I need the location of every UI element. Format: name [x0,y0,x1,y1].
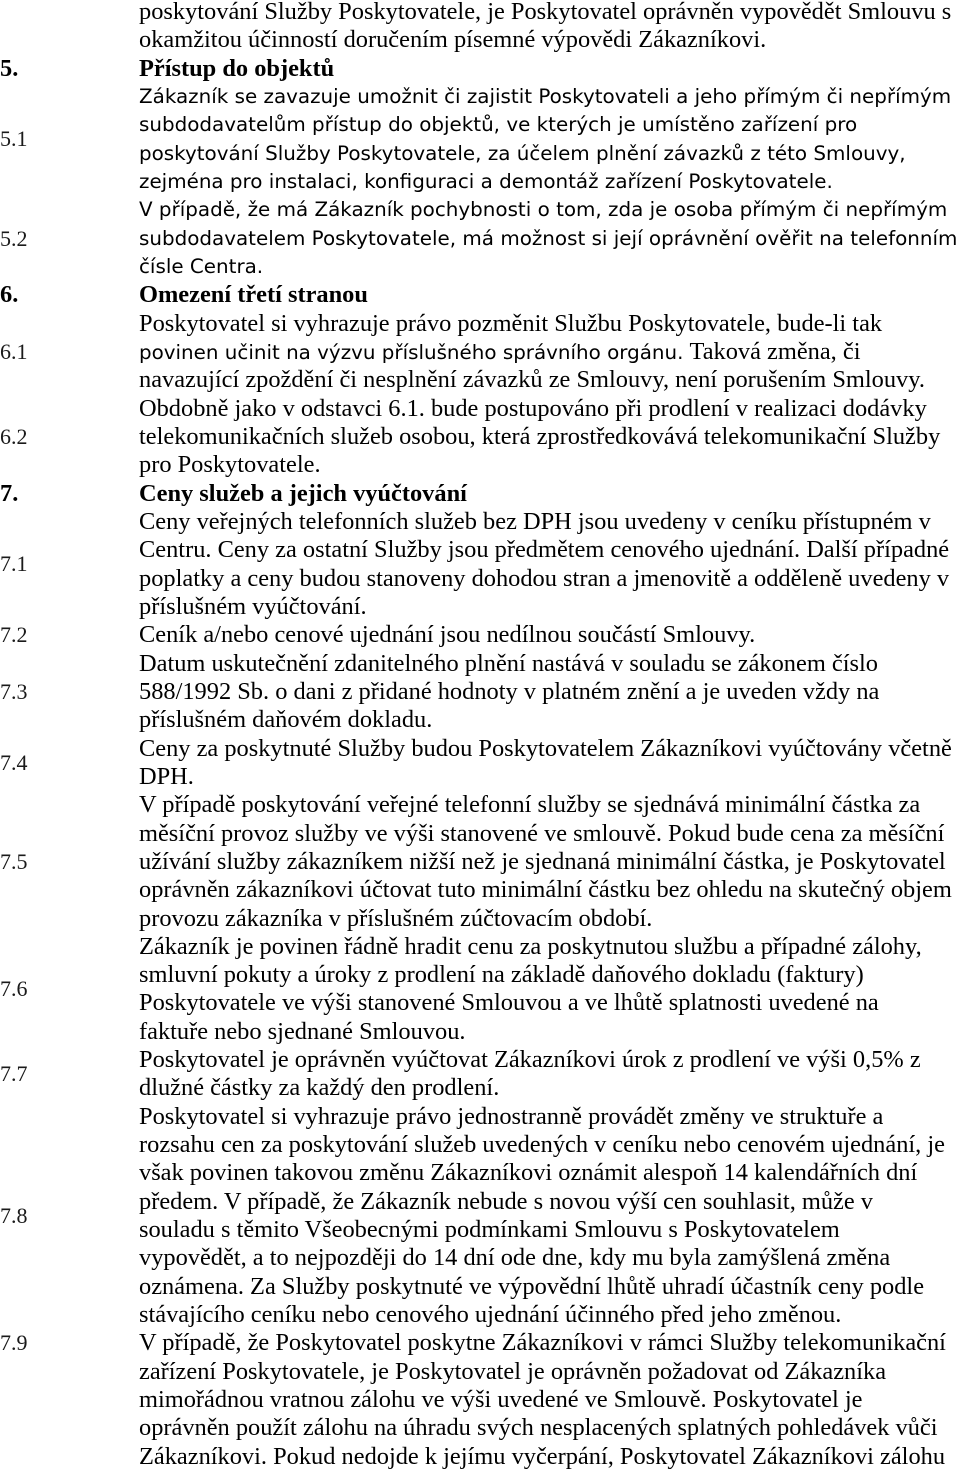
text-line: užívání služby zákazníkem nižší než je sjednaná minimální částka, je Poskytovatel [139,847,946,875]
clause-7-8 [0,1103,960,1330]
text-line: vypovědět, a to nejpozději do 14 dní ode dne, kdy mu byla zamýšlená změna [139,1244,891,1272]
clause-5-1 [0,83,960,196]
section-heading-6 [0,281,960,309]
text-line: smluvní pokuty a úroky z prodlení na základě daňového dokladu (faktury) [139,961,864,989]
clause-number: 5.2 [0,225,28,251]
text-line: subdodavatelům přístup do objektů, ve kterých je umístěno zařízení pro [139,113,858,137]
section-heading-5 [0,55,960,83]
text-line: zejména pro instalaci, konfiguraci a demontáž zařízení Poskytovatele. [139,169,833,193]
clause-7-5 [0,791,960,933]
clause-text [139,735,959,792]
text-line: souladu s těmito Všeobecnými podmínkami Smlouvu s Poskytovatelem [139,1216,840,1244]
text-line: pro Poskytovatele. [139,451,321,479]
text-line: měsíční provoz služby ve výši stanovené ve smlouvě. Pokud bude cena za měsíční [139,819,945,847]
clause-number: 7.4 [0,749,28,775]
text-line: Poskytovatel si vyhrazuje právo pozměnit Službu Poskytovatele, bude-li tak [139,309,883,337]
clause-text [139,508,959,621]
clause-7-9 [0,1329,960,1471]
clause-number: 7.2 [0,622,28,648]
text-line [139,338,959,366]
text-line: poplatky a ceny budou stanoveny dohodou stran a jmenovitě a odděleně uvedeny v [139,564,950,592]
text-line: subdodavatelem Poskytovatele, má možnost si její oprávnění ověřit na telefonním [139,226,958,250]
text-line: Ceny za poskytnuté Služby budou Poskytovatelem Zákazníkovi vyúčtovány včetně [139,734,952,762]
text-line: Obdobně jako v odstavci 6.1. bude postupováno při prodlení v realizaci dodávky [139,394,927,422]
text-line: telekomunikačních služeb osobou, která zprostředkovává telekomunikační Služby [139,422,941,450]
text-line: příslušném vyúčtování. [139,592,367,620]
text-line: dlužné částky za každý den prodlení. [139,1074,500,1102]
clause-6-2 [0,395,960,480]
clause-7-6 [0,933,960,1046]
text-line: předem. V případě, že Zákazník nebude s novou výší cen souhlasit, může v [139,1187,874,1215]
clause-number: 5.1 [0,126,28,152]
text-line: příslušném daňovém dokladu. [139,706,433,734]
clause-text [139,310,959,395]
clause-number: 7.9 [0,1330,28,1356]
text-line: oprávněn zákazníkovi účtovat tuto minimální částku bez ohledu na skutečný objem [139,876,952,904]
text-line: V případě, že Poskytovatel poskytne Zákazníkovi v rámci Služby telekomunikační [139,1329,946,1357]
text-line: DPH. [139,762,194,790]
clause-7-2 [0,621,960,649]
text-line: rozsahu cen za poskytování služeb uvedených v ceníku nebo cenovém ujednání, je [139,1131,945,1159]
text-line: Ceník a/nebo cenové ujednání jsou nedílnou součástí Smlouvy. [139,621,756,649]
clause-number: 7.7 [0,1061,28,1087]
section-number: 5. [0,54,19,82]
text-line: zařízení Poskytovatele, je Poskytovatel je oprávněn požadovat od Zákazníka [139,1357,887,1385]
text-line: Ceny veřejných telefonních služeb bez DPH jsou uvedeny v ceníku přístupném v [139,507,931,535]
text-line: Zákazníkovi. Pokud nedojde k jejímu vyčerpání, Poskytovatel Zákazníkovi zálohu [139,1442,946,1470]
clause-text [139,1329,959,1471]
clause-5-2 [0,196,960,281]
text-line: oprávněn použít zálohu na úhradu svých nesplacených splatných pohledávek vůči [139,1414,938,1442]
clause-text [139,650,959,735]
clause-number: 6.2 [0,423,28,449]
text-line: Poskytovatel si vyhrazuje právo jednostranně provádět změny ve struktuře a [139,1102,884,1130]
text-line: V případě poskytování veřejné telefonní služby se sjednává minimální částka za [139,791,921,819]
clause-text [139,196,959,281]
text-line: Zákazník se zavazuje umožnit či zajistit Poskytovateli a jeho přímým či nepřímým [139,84,952,108]
text-line: mimořádnou vratnou zálohu ve výši uvedené ve Smlouvě. Poskytovatel je [139,1386,863,1414]
clause-text [139,395,959,480]
text-line: provozu zákazníka v příslušném zúčtovacím období. [139,904,653,932]
clause-text [139,83,959,196]
clause-number: 7.3 [0,678,28,704]
text-line: Centru. Ceny za ostatní Služby jsou předmětem cenového ujednání. Další případné [139,536,950,564]
text-line: Poskytovatel je oprávněn vyúčtovat Zákazníkovi úrok z prodlení ve výši 0,5% z [139,1046,921,1074]
continuation-paragraph [0,0,960,55]
paragraph-text [139,0,959,55]
text-line: Datum uskutečnění zdanitelného plnění nastává v souladu se zákonem číslo [139,649,878,677]
clause-7-3 [0,650,960,735]
text-line: 588/1992 Sb. o dani z přidané hodnoty v platném znění a je uveden vždy na [139,677,880,705]
clause-number: 7.8 [0,1202,28,1228]
section-title: Omezení třetí stranou [139,281,368,309]
clause-number: 7.6 [0,976,28,1002]
text-run: povinen učinit na výzvu příslušného správního orgánu. [139,340,684,364]
text-line: okamžitou účinností doručením písemné výpovědi Zákazníkovi. [139,26,767,54]
text-line: poskytování Služby Poskytovatele, je Poskytovatel oprávněn vypovědět Smlouvu s [139,0,952,25]
section-number: 6. [0,281,19,309]
section-title: Přístup do objektů [139,54,335,82]
text-line: navazující zpoždění či nesplnění závazků ze Smlouvy, není porušením Smlouvy. [139,366,925,394]
clause-text [139,791,959,933]
clause-7-1 [0,508,960,621]
text-line: Poskytovatele ve výši stanovené Smlouvou a ve lhůtě splatnosti uvedené na [139,989,879,1017]
text-line: stávajícího ceníku nebo cenového ujednání účinného před jeho změnou. [139,1301,842,1329]
text-line: však povinen takovou změnu Zákazníkovi oznámit alespoň 14 kalendářních dní [139,1159,918,1187]
clause-text [139,1046,959,1103]
text-line: oznámena. Za Služby poskytnuté ve výpovědní lhůtě uhradí účastník ceny podle [139,1272,925,1300]
clause-number: 6.1 [0,338,28,364]
text-line: faktuře nebo sjednané Smlouvou. [139,1017,466,1045]
clause-text [139,933,959,1046]
text-line: Zákazník je povinen řádně hradit cenu za poskytnutou službu a případné zálohy, [139,932,922,960]
clause-number: 7.1 [0,551,28,577]
section-number: 7. [0,479,19,507]
section-title: Ceny služeb a jejich vyúčtování [139,479,467,507]
clause-text [139,621,959,649]
clause-7-4 [0,735,960,792]
clause-7-7 [0,1046,960,1103]
text-line: V případě, že má Zákazník pochybnosti o tom, zda je osoba přímým či nepřímým [139,198,948,222]
clause-text [139,1103,959,1330]
text-run: Taková změna, či [689,337,861,365]
text-line: poskytování Služby Poskytovatele, za účelem plnění závazků z této Smlouvy, [139,141,906,165]
clause-number: 7.5 [0,848,28,874]
text-line: čísle Centra. [139,254,264,278]
section-heading-7 [0,480,960,508]
clause-6-1 [0,310,960,395]
